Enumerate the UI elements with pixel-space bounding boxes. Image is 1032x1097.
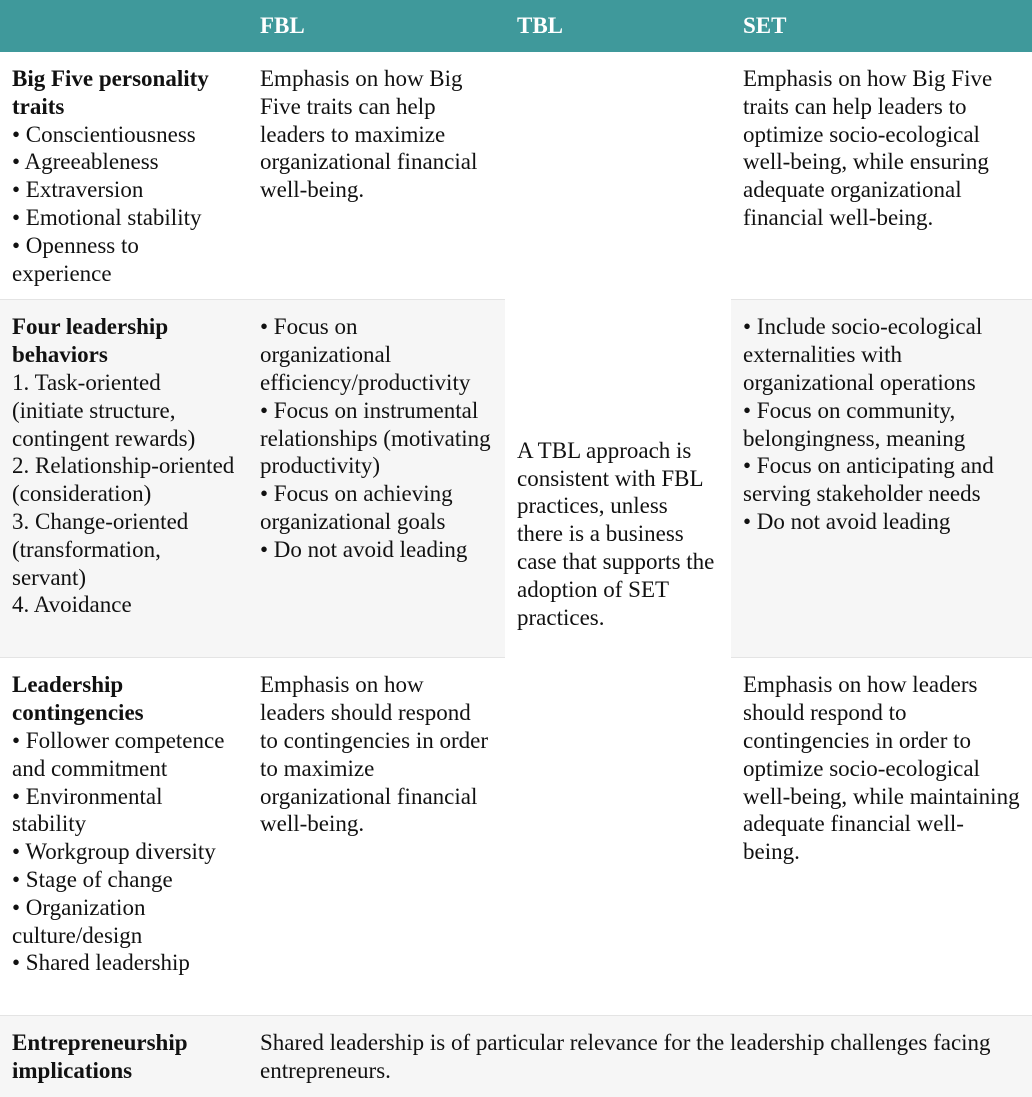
header-tbl: TBL — [505, 0, 731, 52]
list-item: • Stage of change — [12, 866, 173, 892]
row-heading-cell — [0, 658, 248, 1016]
list-item: 4. Avoidance — [12, 592, 132, 618]
tbl-text: A TBL approach is consistent with FBL practices, unless there is a business case that supports the adoption of SET practices. — [517, 437, 715, 630]
table-row — [0, 52, 1032, 300]
list-item: • Follower competence and commitment — [12, 727, 225, 781]
implications-cell — [248, 1016, 1032, 1097]
fbl-cell — [248, 52, 505, 300]
row-title: Big Five personality traits — [12, 66, 209, 119]
list-item: • Emotional stability — [12, 204, 202, 230]
row-title: Four leadership behaviors — [12, 314, 169, 368]
list-item: 2. Relationship-oriented (consideration) — [12, 453, 235, 507]
row-title: Leadership contingencies — [12, 672, 144, 726]
list-item: • Focus on organizational efficiency/productivity — [260, 314, 471, 395]
list-item: • Environmental stability — [12, 783, 163, 837]
fbl-text: Emphasis on how leaders should respond to contingencies in order to maximize organizational financial well-being. — [260, 672, 489, 837]
row-heading-cell — [0, 52, 248, 300]
fbl-text: Emphasis on how Big Five traits can help leaders to maximize organizational financial well-being. — [260, 66, 478, 203]
list-item: • Organization culture/design — [12, 894, 146, 948]
list-item: • Do not avoid leading — [743, 508, 951, 534]
row-heading-cell — [0, 300, 248, 658]
set-text: Emphasis on how leaders should respond to contingencies in order to optimize socio-ecological well-being, while maintaining adequate financial well-being. — [743, 672, 1020, 865]
list-item: • Shared leadership — [12, 950, 190, 976]
list-item: • Openness to experience — [12, 232, 139, 286]
header-set: SET — [731, 0, 1032, 52]
set-cell — [731, 658, 1032, 1016]
fbl-cell — [248, 658, 505, 1016]
header-blank — [0, 0, 248, 52]
list-item: • Conscientiousness — [12, 121, 196, 147]
list-item: 3. Change-oriented (transformation, servant) — [12, 508, 189, 590]
table-row — [0, 1016, 1032, 1097]
implications-text: Shared leadership is of particular relevance for the leadership challenges facing entrepreneurs. — [260, 1030, 991, 1084]
list-item: • Focus on instrumental relationships (motivating productivity) — [260, 397, 491, 479]
set-cell — [731, 52, 1032, 300]
list-item: • Workgroup diversity — [12, 839, 216, 865]
list-item: • Include socio-ecological externalities with organizational operations — [743, 314, 983, 395]
list-item: • Extraversion — [12, 177, 144, 203]
header-row — [0, 0, 1032, 52]
set-text: Emphasis on how Big Five traits can help leaders to optimize socio-ecological well-being, while ensuring adequate organizational financial well-being. — [743, 66, 993, 230]
row-heading-cell — [0, 1016, 248, 1097]
tbl-cell — [505, 52, 731, 1016]
list-item: • Focus on achieving organizational goals — [260, 481, 453, 534]
set-cell — [731, 300, 1032, 658]
list-item: • Agreeableness — [12, 149, 159, 175]
fbl-cell — [248, 300, 505, 658]
list-item: • Focus on anticipating and serving stakeholder needs — [743, 453, 994, 507]
list-item: • Do not avoid leading — [260, 536, 468, 562]
row-title: Entrepreneurship implications — [12, 1030, 188, 1084]
list-item: 1. Task-oriented (initiate structure, contingent rewards) — [12, 369, 196, 451]
header-fbl: FBL — [248, 0, 505, 52]
list-item: • Focus on community, belongingness, meaning — [743, 397, 966, 451]
